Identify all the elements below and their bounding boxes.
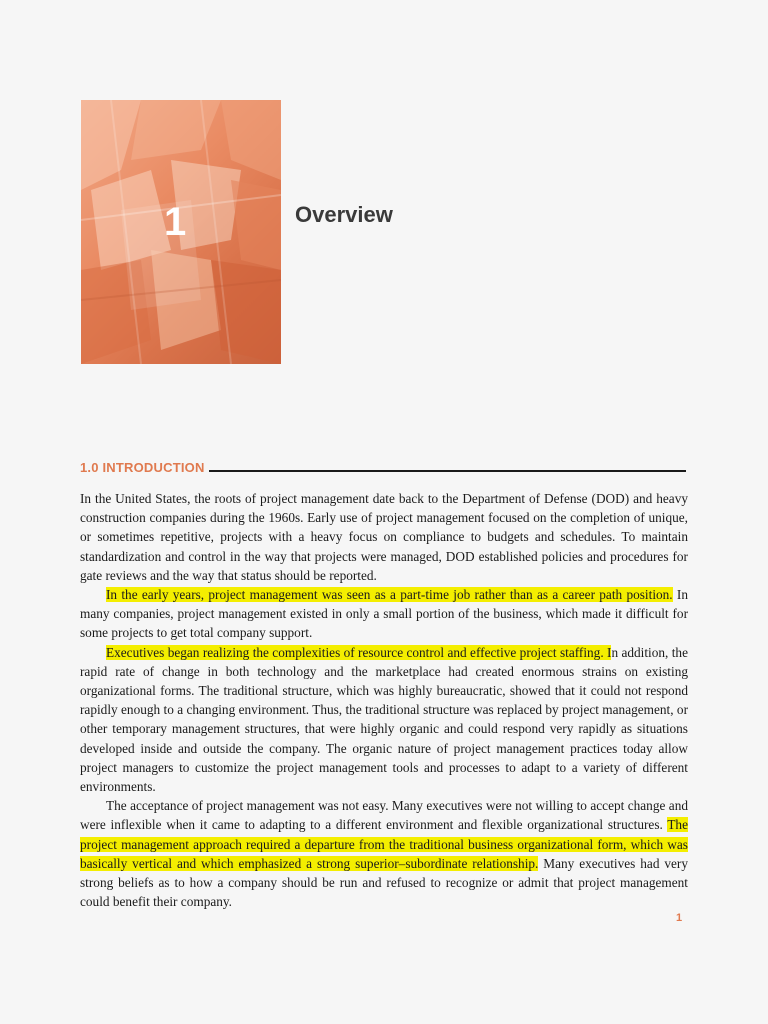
section-heading-label: 1.0 INTRODUCTION: [80, 460, 205, 475]
chapter-number: 1: [164, 200, 187, 244]
body-text: [80, 489, 688, 911]
section-heading: [80, 460, 686, 475]
paragraph-4-text: The acceptance of project management was not easy. Many executives were not willing to accept change and were inflexible when it came to adapting to a different environment and flexible organizational structures.: [80, 798, 688, 833]
chapter-title: Overview: [295, 202, 393, 227]
paragraph-4: [80, 796, 688, 911]
paragraph-1: [80, 489, 688, 585]
paragraph-1-text: In the United States, the roots of project management date back to the Department of Defense (DOD) and heavy construction companies during the 1960s. Early use of project management focused on the completion of unique, or sometimes repetitive, projects with a heavy focus on compliance to budgets and schedules. To maintain standardization and control in the way that projects were managed, DOD established policies and procedures for gate reviews and the way that status should be reported.: [80, 491, 688, 583]
highlighted-text: In the early years, project management was seen as a part-time job rather than as a career path position.: [106, 587, 673, 603]
highlighted-text: The project management approach required a departure from the traditional business organizational form, which was basically vertical and which emphasized a strong superior–subordinate relationship.: [80, 817, 688, 871]
paragraph-3: [80, 643, 688, 797]
paragraph-2-text: In many companies, project management existed in only a small portion of the business, which made it difficult for some projects to get total company support.: [80, 587, 689, 641]
section-divider: [209, 470, 686, 472]
paragraph-3-text: n addition, the rapid rate of change in both technology and the marketplace had created enormous strains on existing organizational forms. The traditional structure, which was highly bureaucratic, showed that it could not respond rapidly enough to a changing environment. Thus, the traditional structure was replaced by project management, or other temporary management structures, that were highly organic and could respond very rapidly as situations developed inside and outside the company. The organic nature of project management practices today allow project managers to customize the project management tools and processes to adapt to a variety of different environments.: [80, 644, 688, 795]
paragraph-2: [80, 585, 688, 643]
paragraph-4-text-end: Many executives had very strong beliefs as to how a company should be run and refused to recognize or admit that project management could benefit their company.: [80, 855, 688, 910]
page-number: 1: [676, 912, 683, 924]
highlighted-text: Executives began realizing the complexities of resource control and effective project staffing. I: [106, 644, 612, 660]
